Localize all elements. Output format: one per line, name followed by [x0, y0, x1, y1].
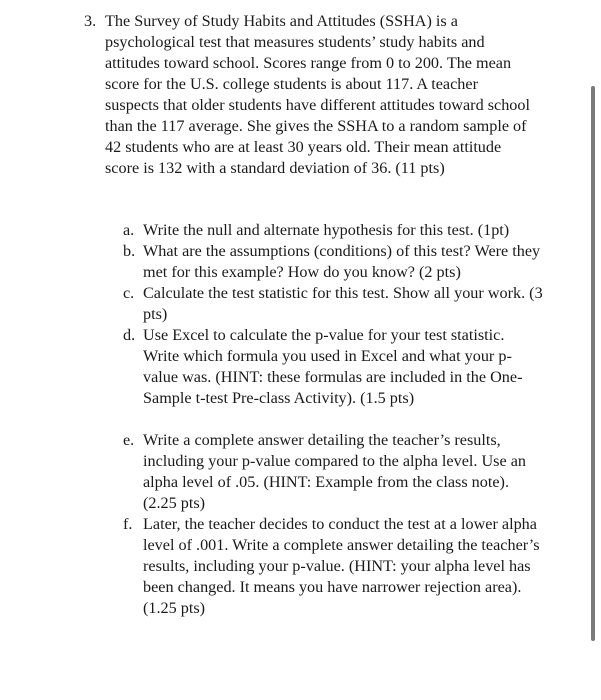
question-number: 3. — [84, 12, 97, 30]
part-letter: c. — [123, 284, 135, 302]
part-e — [123, 430, 543, 514]
part-f — [123, 514, 543, 619]
part-letter: d. — [123, 326, 136, 344]
vertical-scrollbar[interactable] — [591, 86, 595, 641]
part-a — [123, 220, 543, 241]
part-text: Calculate the test statistic for this test. Show all your work. (3 pts) — [143, 284, 543, 323]
question-parts-list — [123, 220, 543, 619]
part-letter: b. — [123, 242, 136, 260]
part-b — [123, 241, 543, 283]
part-text: Write a complete answer detailing the teacher’s results, including your p-value compared to the alpha level. Use an alpha level of .05. (HINT: Example from the class note). (2.25 pts) — [143, 431, 526, 512]
part-letter: e. — [123, 431, 135, 449]
part-letter: f. — [123, 515, 133, 533]
question-text: The Survey of Study Habits and Attitudes (SSHA) is a psychological test that measures students’ study habits and attitudes toward school. Scores range from 0 to 200. The mean score for the U.S. college students is about 117. A teacher suspects that older students have different attitudes toward school than the 117 average. She gives the SSHA to a random sample of 42 students who are at least 30 years old. Their mean attitude score is 132 with a standard deviation of 36. (11 pts) — [105, 12, 530, 177]
part-d — [123, 325, 543, 409]
part-text: Later, the teacher decides to conduct the test at a lower alpha level of .001. Write a complete answer detailing the teacher’s results, including your p-value. (HINT: your alpha level has been changed. It means you have narrower rejection area). (1.25 pts) — [143, 515, 540, 617]
part-text: What are the assumptions (conditions) of this test? Were they met for this example? How do you know? (2 pts) — [143, 242, 541, 281]
part-c — [123, 283, 543, 325]
part-text: Use Excel to calculate the p-value for your test statistic. Write which formula you used in Excel and what your p-value was. (HINT: these formulas are included in the One-Sample t-test Pre-class Activity). (1.5 pts) — [143, 326, 523, 407]
part-text: Write the null and alternate hypothesis for this test. (1pt) — [143, 221, 510, 239]
part-letter: a. — [123, 221, 135, 239]
question-3 — [84, 11, 534, 179]
